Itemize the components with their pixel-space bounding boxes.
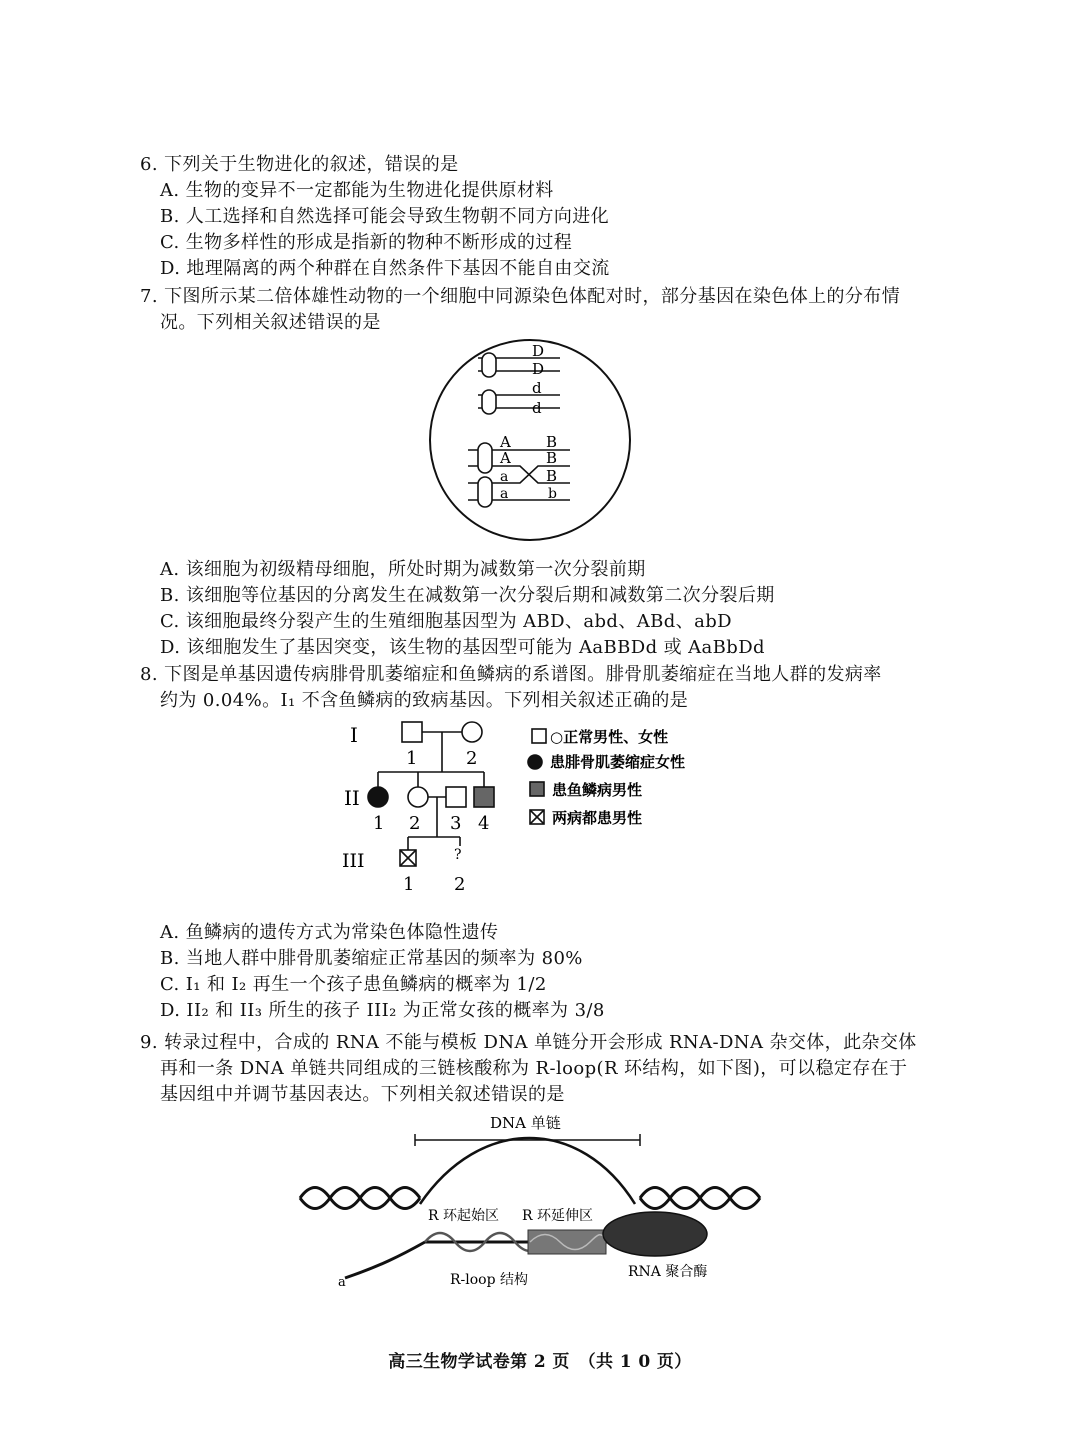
q8-option-a: A. 鱼鳞病的遗传方式为常染色体隐性遗传 xyxy=(160,922,499,943)
q6-option-a: A. 生物的变异不一定都能为生物进化提供原材料 xyxy=(160,180,554,201)
gene-label-top-4: d xyxy=(532,399,542,417)
q8-stem-line2: 约为 0.04%。I₁ 不含鱼鳞病的致病基因。下列相关叙述正确的是 xyxy=(160,690,689,711)
q7-option-d: D. 该细胞发生了基因突变，该生物的基因型可能为 AaBBDd 或 AaBbDd xyxy=(160,637,765,658)
pedigree-II3-normal-male xyxy=(446,787,466,807)
gene-label-left-2: A xyxy=(500,449,511,467)
gene-label-right-2: B xyxy=(546,449,558,467)
gen2-number-1: 1 xyxy=(373,813,385,834)
q6-option-d: D. 地理隔离的两个种群在自然条件下基因不能自由交流 xyxy=(160,258,610,279)
q9-stem-line3: 基因组中并调节基因表达。下列相关叙述错误的是 xyxy=(160,1084,565,1105)
gen1-number-2: 2 xyxy=(466,748,478,769)
gen3-number-1: 1 xyxy=(403,874,415,895)
rna-polymerase xyxy=(603,1212,707,1256)
q8-option-d: D. II₂ 和 II₃ 所生的孩子 III₂ 为正常女孩的概率为 3/8 xyxy=(160,1000,605,1021)
label-r-loop-start: R 环起始区 xyxy=(428,1208,499,1224)
pedigree-II4-ichthyosis-male xyxy=(474,787,494,807)
cell-circle xyxy=(430,340,630,540)
legend-fibular-female: 患腓骨肌萎缩症女性 xyxy=(550,753,686,771)
gen-label-III: III xyxy=(342,850,365,872)
gen2-number-2: 2 xyxy=(409,813,421,834)
q7-stem-line2: 况。下列相关叙述错误的是 xyxy=(160,312,381,333)
q9-stem-line1: 9. 转录过程中，合成的 RNA 不能与模板 DNA 单链分开会形成 RNA-DNA 杂交体，此杂交体 xyxy=(140,1032,917,1053)
r-loop-extension-region xyxy=(528,1230,606,1254)
pedigree-I1-normal-male xyxy=(402,722,422,742)
gene-label-left-4: a xyxy=(500,486,509,502)
q7-chromosome-figure xyxy=(420,335,640,545)
q8-stem-line1: 8. 下图是单基因遗传病腓骨肌萎缩症和鱼鳞病的系谱图。腓骨肌萎缩症在当地人群的发病率 xyxy=(140,664,882,685)
q7-stem-line1: 7. 下图所示某二倍体雄性动物的一个细胞中同源染色体配对时，部分基因在染色体上的分布情 xyxy=(140,286,901,307)
q7-option-a: A. 该细胞为初级精母细胞，所处时期为减数第一次分裂前期 xyxy=(160,559,646,580)
pedigree-III2-unknown: ? xyxy=(454,847,462,863)
gene-label-left-3: a xyxy=(500,469,509,485)
gene-label-right-1: B xyxy=(546,433,558,451)
gene-label-top-2: D xyxy=(532,360,545,378)
gene-label-top-1: D xyxy=(532,342,545,360)
q9-rloop-figure xyxy=(290,1106,770,1296)
legend-normal: ○正常男性、女性 xyxy=(550,728,669,746)
q6-option-c: C. 生物多样性的形成是指新的物种不断形成的过程 xyxy=(160,232,573,253)
dna-single-strand-arch xyxy=(420,1138,635,1204)
left-helix-strand-2 xyxy=(300,1188,420,1209)
gen-label-I: I xyxy=(350,723,358,747)
label-r-loop-structure: R-loop 结构 xyxy=(450,1272,529,1288)
label-strand-a: a xyxy=(338,1275,346,1290)
chromosome-pair-d xyxy=(478,353,560,414)
q6-option-b: B. 人工选择和自然选择可能会导致生物朝不同方向进化 xyxy=(160,206,610,227)
label-rna-polymerase: RNA 聚合酶 xyxy=(628,1264,708,1280)
q8-option-b: B. 当地人群中腓骨肌萎缩症正常基因的频率为 80% xyxy=(160,948,583,969)
q7-option-c: C. 该细胞最终分裂产生的生殖细胞基因型为 ABD、abd、ABd、abD xyxy=(160,611,732,632)
label-r-loop-extension: R 环延伸区 xyxy=(522,1208,593,1224)
pedigree-II1-affected-female xyxy=(368,787,388,807)
gen2-number-4: 4 xyxy=(478,813,490,834)
gen2-number-3: 3 xyxy=(450,813,462,834)
label-dna-single-strand: DNA 单链 xyxy=(490,1114,561,1132)
gen-label-II: II xyxy=(344,786,360,810)
gene-label-right-4: b xyxy=(548,486,557,502)
pedigree-II2-normal-female xyxy=(408,787,428,807)
legend-both-male: 两病都患男性 xyxy=(552,809,643,827)
gene-label-right-3: B xyxy=(546,467,558,485)
gen3-number-2: 2 xyxy=(454,874,466,895)
gene-label-top-3: d xyxy=(532,379,542,397)
q6-stem: 6. 下列关于生物进化的叙述，错误的是 xyxy=(140,154,459,175)
pedigree-I2-normal-female xyxy=(462,722,482,742)
q8-pedigree-chart xyxy=(340,712,740,902)
page-footer: 高三生物学试卷第 2 页 （共 1 0 页） xyxy=(388,1352,692,1372)
right-helix-strand-2 xyxy=(640,1188,760,1209)
q8-option-c: C. I₁ 和 I₂ 再生一个孩子患鱼鳞病的概率为 1/2 xyxy=(160,974,547,995)
gene-label-left-1: A xyxy=(500,433,511,451)
q9-stem-line2: 再和一条 DNA 单链共同组成的三链核酸称为 R-loop(R 环结构，如下图)，可以稳定存在于 xyxy=(160,1058,908,1079)
q7-option-b: B. 该细胞等位基因的分离发生在减数第一次分裂后期和减数第二次分裂后期 xyxy=(160,585,775,606)
gen1-number-1: 1 xyxy=(406,748,418,769)
legend-ichthyosis-male: 患鱼鳞病男性 xyxy=(552,781,643,799)
